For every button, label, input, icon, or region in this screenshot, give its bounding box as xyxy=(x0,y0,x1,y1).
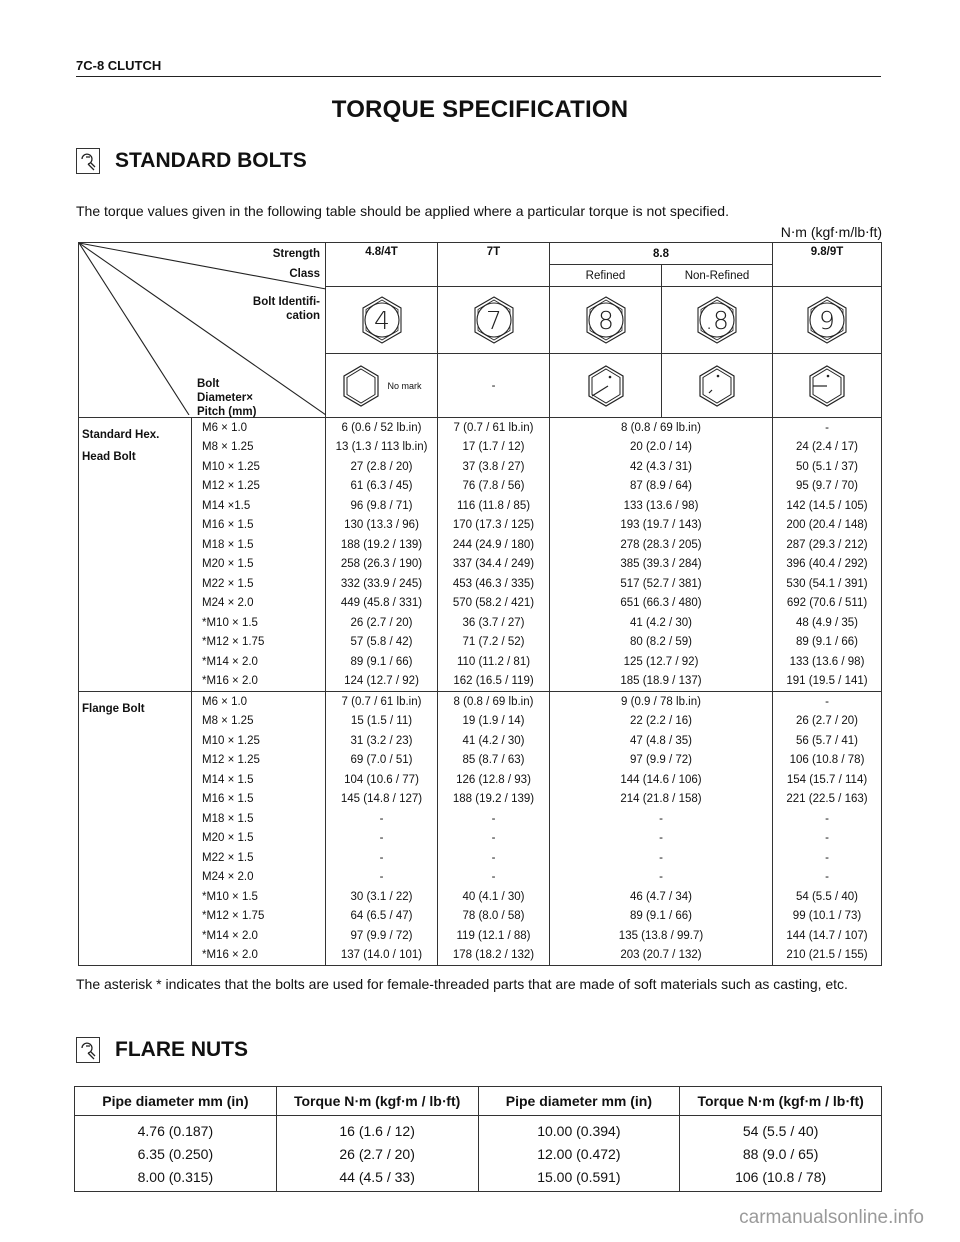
table-row xyxy=(75,1165,882,1192)
bolt-size: *M16 × 2.0 xyxy=(192,946,326,966)
table-row xyxy=(79,770,882,790)
torque-8-8: 41 (4.2 / 30) xyxy=(550,613,773,633)
col-pipe-diameter-1: Pipe diameter mm (in) xyxy=(75,1087,277,1116)
bolt-size: M22 × 1.5 xyxy=(192,574,326,594)
torque-4-8: 188 (19.2 / 139) xyxy=(326,535,438,555)
hexmark-cell-8-non-refined xyxy=(662,354,773,418)
torque-8-8: 651 (66.3 / 480) xyxy=(550,594,773,614)
bolt-size: M6 × 1.0 xyxy=(192,692,326,712)
watermark: carmanualsonline.info xyxy=(739,1207,924,1228)
torque-9-8: 95 (9.7 / 70) xyxy=(773,477,882,497)
torque-7t: 17 (1.7 / 12) xyxy=(438,438,550,458)
standard-bolts-table xyxy=(78,242,882,966)
torque-8-8: 185 (18.9 / 137) xyxy=(550,672,773,692)
table-row xyxy=(79,613,882,633)
torque-7t: 162 (16.5 / 119) xyxy=(438,672,550,692)
table-row xyxy=(79,496,882,516)
hex-mark-8-icon xyxy=(582,295,630,345)
torque-4-8: 7 (0.7 / 61 lb.in) xyxy=(326,692,438,712)
hex-mark-8-dot-icon xyxy=(693,295,741,345)
torque-7t: 76 (7.8 / 56) xyxy=(438,477,550,497)
torque-9-8: - xyxy=(773,829,882,849)
torque-7t: - xyxy=(438,868,550,888)
torque-8-8: 278 (28.3 / 205) xyxy=(550,535,773,555)
torque-9-8: 142 (14.5 / 105) xyxy=(773,496,882,516)
torque-7t: 36 (3.7 / 27) xyxy=(438,613,550,633)
pipe-diameter: 6.35 (0.250) xyxy=(75,1142,277,1165)
bolt-size: M16 × 1.5 xyxy=(192,516,326,536)
hex-horizontal-line-mark-icon xyxy=(773,364,881,408)
torque-4-8: 57 (5.8 / 42) xyxy=(326,633,438,653)
torque-9-8: - xyxy=(773,848,882,868)
hexmark-cell-8-refined xyxy=(550,354,662,418)
corner-header-cell xyxy=(79,243,326,418)
torque-8-8: - xyxy=(550,868,773,888)
table-row xyxy=(79,692,882,712)
torque-7t: 170 (17.3 / 125) xyxy=(438,516,550,536)
bolt-size: M12 × 1.25 xyxy=(192,751,326,771)
torque-9-8: 26 (2.7 / 20) xyxy=(773,712,882,732)
bolt-diameter-pitch-label: Bolt Diameter× Pitch (mm) xyxy=(197,378,257,418)
table-row xyxy=(79,712,882,732)
bolt-group-label: Flange Bolt xyxy=(79,692,192,966)
torque-8-8: 214 (21.8 / 158) xyxy=(550,790,773,810)
torque-8-8: 203 (20.7 / 132) xyxy=(550,946,773,966)
bolt-size: M8 × 1.25 xyxy=(192,438,326,458)
torque-9-8: 210 (21.5 / 155) xyxy=(773,946,882,966)
bolt-size: M22 × 1.5 xyxy=(192,848,326,868)
torque-4-8: 69 (7.0 / 51) xyxy=(326,751,438,771)
torque-8-8: 22 (2.2 / 16) xyxy=(550,712,773,732)
torque-4-8: - xyxy=(326,848,438,868)
table-row xyxy=(79,672,882,692)
torque-4-8: 332 (33.9 / 245) xyxy=(326,574,438,594)
col-pipe-diameter-2: Pipe diameter mm (in) xyxy=(478,1087,680,1116)
torque-4-8: 145 (14.8 / 127) xyxy=(326,790,438,810)
table-row xyxy=(79,574,882,594)
torque-9-8: 89 (9.1 / 66) xyxy=(773,633,882,653)
torque-9-8: 221 (22.5 / 163) xyxy=(773,790,882,810)
svg-text:8: 8 xyxy=(597,306,614,335)
torque-7t: 116 (11.8 / 85) xyxy=(438,496,550,516)
torque: 54 (5.5 / 40) xyxy=(680,1116,882,1143)
class-4-8: 4.8/4T xyxy=(326,243,438,287)
torque: 106 (10.8 / 78) xyxy=(680,1165,882,1192)
torque-7t: 78 (8.0 / 58) xyxy=(438,907,550,927)
torque-8-8: 87 (8.9 / 64) xyxy=(550,477,773,497)
torque-4-8: 13 (1.3 / 113 lb.in) xyxy=(326,438,438,458)
torque: 44 (4.5 / 33) xyxy=(276,1165,478,1192)
torque-7t: 19 (1.9 / 14) xyxy=(438,712,550,732)
table-row xyxy=(79,477,882,497)
torque-8-8: 517 (52.7 / 381) xyxy=(550,574,773,594)
torque-7t: 41 (4.2 / 30) xyxy=(438,731,550,751)
torque-4-8: - xyxy=(326,868,438,888)
torque-9-8: 54 (5.5 / 40) xyxy=(773,887,882,907)
torque-4-8: 61 (6.3 / 45) xyxy=(326,477,438,497)
torque-4-8: - xyxy=(326,829,438,849)
bolt-size: M24 × 2.0 xyxy=(192,868,326,888)
torque-9-8: 133 (13.6 / 98) xyxy=(773,652,882,672)
page-title: TORQUE SPECIFICATION xyxy=(331,96,629,123)
torque-7t: 40 (4.1 / 30) xyxy=(438,887,550,907)
torque-wrench-icon xyxy=(76,148,100,174)
torque-9-8: - xyxy=(773,418,882,438)
torque-7t: 188 (19.2 / 139) xyxy=(438,790,550,810)
torque-4-8: 15 (1.5 / 11) xyxy=(326,712,438,732)
hex-long-line-mark-icon xyxy=(550,364,661,408)
svg-text:.8: .8 xyxy=(705,306,729,335)
torque-8-8: 20 (2.0 / 14) xyxy=(550,438,773,458)
torque-8-8: 125 (12.7 / 92) xyxy=(550,652,773,672)
bolt-size: *M14 × 2.0 xyxy=(192,926,326,946)
torque-8-8: 89 (9.1 / 66) xyxy=(550,907,773,927)
bolt-size: M24 × 2.0 xyxy=(192,594,326,614)
torque-4-8: 6 (0.6 / 52 lb.in) xyxy=(326,418,438,438)
torque-7t: 110 (11.2 / 81) xyxy=(438,652,550,672)
table-row xyxy=(79,516,882,536)
torque-9-8: 48 (4.9 / 35) xyxy=(773,613,882,633)
bolt-size: M14 ×1.5 xyxy=(192,496,326,516)
class-8-8: 8.8 xyxy=(550,243,773,265)
torque-9-8: 191 (19.5 / 141) xyxy=(773,672,882,692)
torque-7t: 570 (58.2 / 421) xyxy=(438,594,550,614)
torque-4-8: 449 (45.8 / 331) xyxy=(326,594,438,614)
torque-9-8: 396 (40.4 / 292) xyxy=(773,555,882,575)
flare-nuts-table xyxy=(74,1086,882,1192)
torque-8-8: 144 (14.6 / 106) xyxy=(550,770,773,790)
torque-9-8: 287 (29.3 / 212) xyxy=(773,535,882,555)
table-row xyxy=(79,848,882,868)
table-row xyxy=(79,868,882,888)
hexmark-cell-4 xyxy=(326,354,438,418)
torque-9-8: - xyxy=(773,868,882,888)
mark-cell-8-non-refined xyxy=(662,287,773,354)
standard-hex-head-bolt-group xyxy=(79,418,882,692)
torque-8-8: 46 (4.7 / 34) xyxy=(550,887,773,907)
pipe-diameter: 10.00 (0.394) xyxy=(478,1116,680,1143)
torque-8-8: 47 (4.8 / 35) xyxy=(550,731,773,751)
table-row xyxy=(79,829,882,849)
torque-7t: 126 (12.8 / 93) xyxy=(438,770,550,790)
flare-nuts-heading xyxy=(76,1037,248,1063)
no-mark-label: No mark xyxy=(387,380,422,391)
hexmark-cell-7: - xyxy=(438,354,550,418)
class-7t: 7T xyxy=(438,243,550,287)
hex-mark-7-icon xyxy=(470,295,518,345)
torque-4-8: 137 (14.0 / 101) xyxy=(326,946,438,966)
table-row xyxy=(79,926,882,946)
torque-wrench-icon xyxy=(76,1037,100,1063)
torque-8-8: 80 (8.2 / 59) xyxy=(550,633,773,653)
flange-bolt-group xyxy=(79,692,882,966)
torque: 88 (9.0 / 65) xyxy=(680,1142,882,1165)
torque-7t: - xyxy=(438,848,550,868)
torque-4-8: 30 (3.1 / 22) xyxy=(326,887,438,907)
mark-cell-8-refined xyxy=(550,287,662,354)
torque-9-8: 200 (20.4 / 148) xyxy=(773,516,882,536)
table-row xyxy=(79,907,882,927)
torque-7t: 337 (34.4 / 249) xyxy=(438,555,550,575)
torque-9-8: 154 (15.7 / 114) xyxy=(773,770,882,790)
torque-4-8: - xyxy=(326,809,438,829)
torque-8-8: - xyxy=(550,848,773,868)
col-torque-2: Torque N⋅m (kgf⋅m / lb⋅ft) xyxy=(680,1087,882,1116)
mark-cell-7 xyxy=(438,287,550,354)
torque-4-8: 64 (6.5 / 47) xyxy=(326,907,438,927)
class-label: Class xyxy=(289,268,320,280)
table-row xyxy=(79,731,882,751)
standard-bolts-heading xyxy=(76,148,307,174)
table-row xyxy=(75,1116,882,1143)
header-divider xyxy=(76,76,881,77)
bolt-size: *M12 × 1.75 xyxy=(192,633,326,653)
table-row xyxy=(79,594,882,614)
bolt-size: M16 × 1.5 xyxy=(192,790,326,810)
torque-7t: 37 (3.8 / 27) xyxy=(438,457,550,477)
torque-4-8: 96 (9.8 / 71) xyxy=(326,496,438,516)
hex-mark-4-icon xyxy=(358,295,406,345)
bolt-size: M6 × 1.0 xyxy=(192,418,326,438)
svg-text:7: 7 xyxy=(485,306,502,335)
torque-8-8: 193 (19.7 / 143) xyxy=(550,516,773,536)
torque-7t: 453 (46.3 / 335) xyxy=(438,574,550,594)
torque-7t: - xyxy=(438,829,550,849)
torque-9-8: 99 (10.1 / 73) xyxy=(773,907,882,927)
mark-cell-4 xyxy=(326,287,438,354)
torque-4-8: 258 (26.3 / 190) xyxy=(326,555,438,575)
svg-text:4: 4 xyxy=(373,306,390,335)
bolt-size: M20 × 1.5 xyxy=(192,555,326,575)
torque-8-8: 133 (13.6 / 98) xyxy=(550,496,773,516)
table-row xyxy=(79,457,882,477)
torque-7t: 71 (7.2 / 52) xyxy=(438,633,550,653)
torque-8-8: - xyxy=(550,809,773,829)
torque-9-8: - xyxy=(773,809,882,829)
torque-8-8: 9 (0.9 / 78 lb.in) xyxy=(550,692,773,712)
hex-mark-9-icon xyxy=(803,295,851,345)
pipe-diameter: 8.00 (0.315) xyxy=(75,1165,277,1192)
class-9-8: 9.8/9T xyxy=(773,243,882,287)
table-row xyxy=(79,887,882,907)
torque-7t: 7 (0.7 / 61 lb.in) xyxy=(438,418,550,438)
torque-4-8: 124 (12.7 / 92) xyxy=(326,672,438,692)
torque-4-8: 104 (10.6 / 77) xyxy=(326,770,438,790)
torque-9-8: - xyxy=(773,692,882,712)
strength-label: Strength xyxy=(272,248,320,260)
table-row xyxy=(79,555,882,575)
flare-header-row xyxy=(75,1087,882,1116)
torque-9-8: 56 (5.7 / 41) xyxy=(773,731,882,751)
svg-text:9: 9 xyxy=(819,306,835,335)
table-row xyxy=(79,652,882,672)
bolt-size: M10 × 1.25 xyxy=(192,457,326,477)
torque-8-8: 385 (39.3 / 284) xyxy=(550,555,773,575)
table-row xyxy=(79,535,882,555)
bolt-size: *M12 × 1.75 xyxy=(192,907,326,927)
torque-7t: 178 (18.2 / 132) xyxy=(438,946,550,966)
torque-7t: 85 (8.7 / 63) xyxy=(438,751,550,771)
units-label: N⋅m (kgf⋅m/lb⋅ft) xyxy=(780,224,882,240)
bolt-size: *M14 × 2.0 xyxy=(192,652,326,672)
table-row xyxy=(79,418,882,438)
subclass-refined: Refined xyxy=(550,265,662,287)
table-row xyxy=(79,809,882,829)
bolt-size: M18 × 1.5 xyxy=(192,535,326,555)
pipe-diameter: 12.00 (0.472) xyxy=(478,1142,680,1165)
torque-4-8: 97 (9.9 / 72) xyxy=(326,926,438,946)
bolt-size: M14 × 1.5 xyxy=(192,770,326,790)
torque-9-8: 530 (54.1 / 391) xyxy=(773,574,882,594)
torque-8-8: 8 (0.8 / 69 lb.in) xyxy=(550,418,773,438)
bolt-size: *M16 × 2.0 xyxy=(192,672,326,692)
pipe-diameter: 4.76 (0.187) xyxy=(75,1116,277,1143)
torque-7t: 119 (12.1 / 88) xyxy=(438,926,550,946)
hexmark-cell-9 xyxy=(773,354,882,418)
mark-cell-9 xyxy=(773,287,882,354)
torque-4-8: 27 (2.8 / 20) xyxy=(326,457,438,477)
torque-4-8: 31 (3.2 / 23) xyxy=(326,731,438,751)
torque-9-8: 50 (5.1 / 37) xyxy=(773,457,882,477)
torque-7t: 8 (0.8 / 69 lb.in) xyxy=(438,692,550,712)
section-title: FLARE NUTS xyxy=(115,1038,248,1061)
table-row xyxy=(79,438,882,458)
torque: 16 (1.6 / 12) xyxy=(276,1116,478,1143)
torque-8-8: 42 (4.3 / 31) xyxy=(550,457,773,477)
pipe-diameter: 15.00 (0.591) xyxy=(478,1165,680,1192)
bolt-size: M12 × 1.25 xyxy=(192,477,326,497)
table-row xyxy=(79,633,882,653)
plain-hex-icon xyxy=(341,364,381,408)
table-row xyxy=(75,1142,882,1165)
bolt-size: M10 × 1.25 xyxy=(192,731,326,751)
torque-4-8: 89 (9.1 / 66) xyxy=(326,652,438,672)
bolt-size: M20 × 1.5 xyxy=(192,829,326,849)
bolt-group-label: Standard Hex. Head Bolt xyxy=(79,418,192,692)
torque-9-8: 106 (10.8 / 78) xyxy=(773,751,882,771)
torque-7t: 244 (24.9 / 180) xyxy=(438,535,550,555)
torque-4-8: 130 (13.3 / 96) xyxy=(326,516,438,536)
torque-9-8: 24 (2.4 / 17) xyxy=(773,438,882,458)
table-row xyxy=(79,751,882,771)
torque-9-8: 692 (70.6 / 511) xyxy=(773,594,882,614)
torque-8-8: 135 (13.8 / 99.7) xyxy=(550,926,773,946)
bolt-size: *M10 × 1.5 xyxy=(192,887,326,907)
table-row xyxy=(79,790,882,810)
torque-4-8: 26 (2.7 / 20) xyxy=(326,613,438,633)
bolt-size: M18 × 1.5 xyxy=(192,809,326,829)
col-torque-1: Torque N⋅m (kgf⋅m / lb⋅ft) xyxy=(276,1087,478,1116)
intro-text: The torque values given in the following table should be applied where a particular torque is not specified. xyxy=(76,203,729,219)
table-row xyxy=(79,946,882,966)
subclass-non-refined: Non-Refined xyxy=(662,265,773,287)
hex-short-line-mark-icon xyxy=(662,364,772,408)
torque-8-8: 97 (9.9 / 72) xyxy=(550,751,773,771)
torque-9-8: 144 (14.7 / 107) xyxy=(773,926,882,946)
section-title: STANDARD BOLTS xyxy=(115,149,307,172)
torque-8-8: - xyxy=(550,829,773,849)
bolt-size: M8 × 1.25 xyxy=(192,712,326,732)
torque: 26 (2.7 / 20) xyxy=(276,1142,478,1165)
torque-7t: - xyxy=(438,809,550,829)
asterisk-note: The asterisk * indicates that the bolts are used for female-threaded parts that are made of soft materials such as casting, etc. xyxy=(76,976,848,992)
page-header: 7C-8 CLUTCH xyxy=(76,58,162,73)
bolt-identification-label: Bolt Identifi- cation xyxy=(252,296,320,322)
bolt-size: *M10 × 1.5 xyxy=(192,613,326,633)
